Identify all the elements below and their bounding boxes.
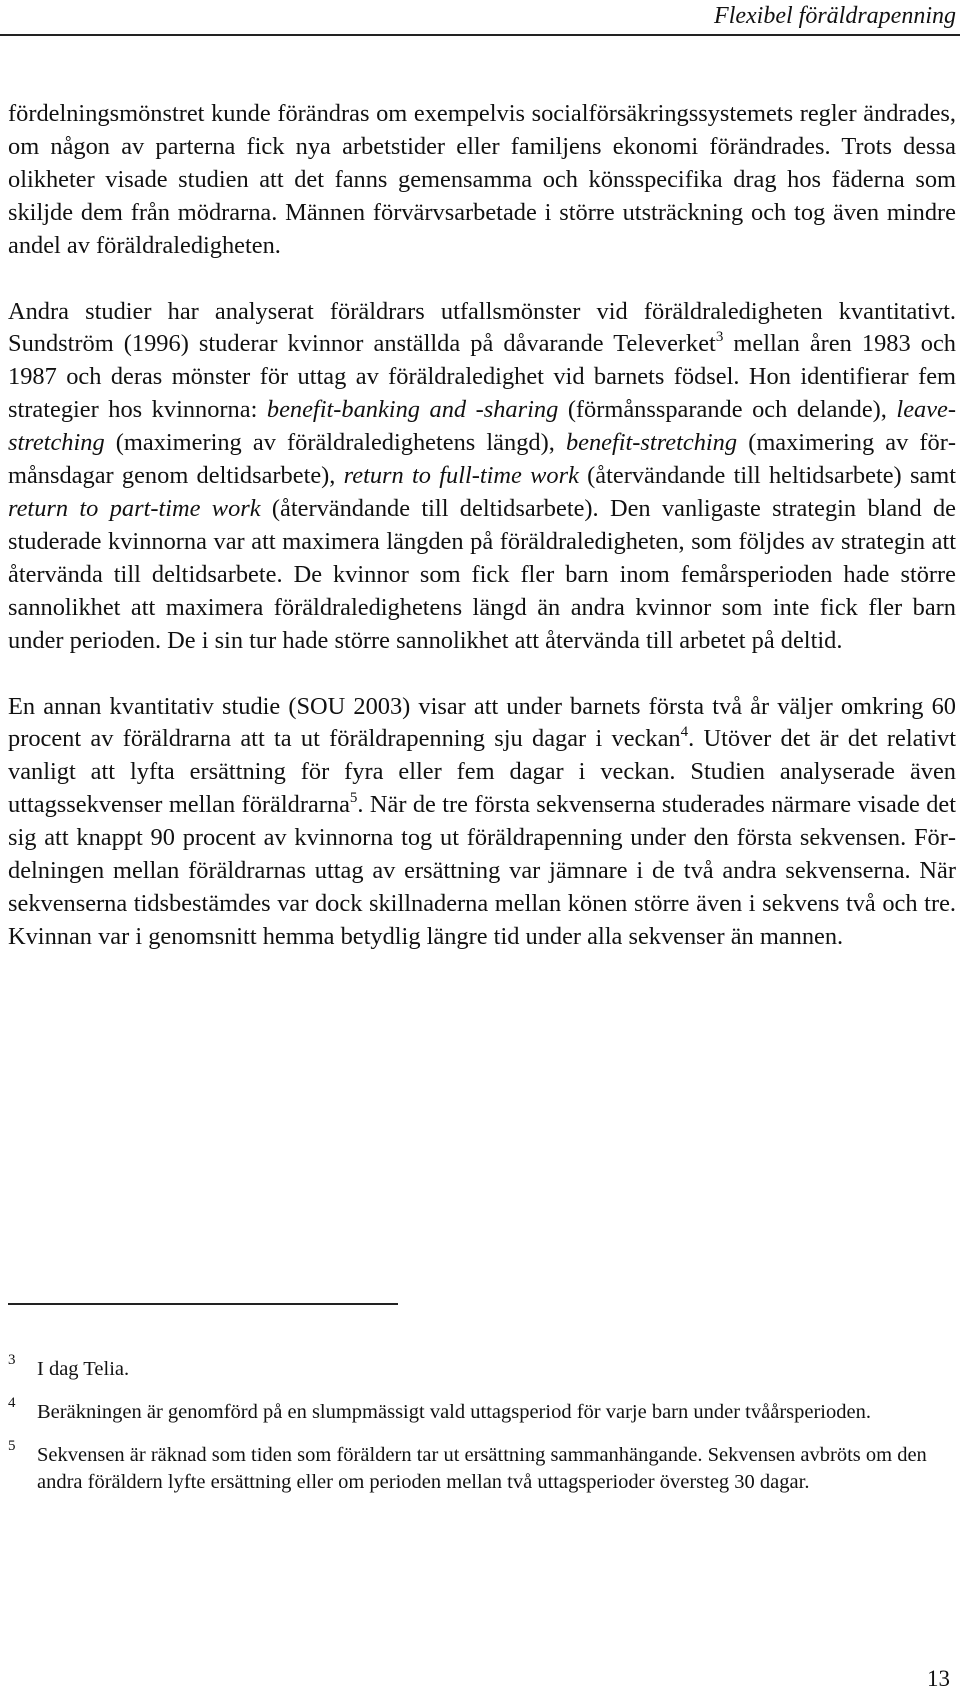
paragraph-2-text-3: (förmånssparande och delande), (558, 396, 897, 424)
paragraph-3-text-1: En annan kvantitativ studie (SOU 2003) visar att under barnets första två år väljer omkring 60 procent av föräldrarna att ta ut föräldrapenning sju dagar i veckan (8, 692, 956, 753)
paragraph-2-text-1: Andra studier har analyserat föräldrars utfallsmönster vid föräldraledigheten kvantitativt. Sundström (1996) studerar kvinnor anställda på dåvarande Televerket (8, 297, 956, 358)
footnotes (8, 1352, 948, 1512)
footnote-4 (8, 1395, 948, 1426)
footnote-ref-3: 3 (715, 329, 724, 346)
footnote-mark: 5 (8, 1438, 16, 1454)
paragraph-2-text-7: (återvändande till deltidsarbete). Den vanligaste strategin bland de studerade kvinnorna var att maximera längden på föräldraledigheten, som följdes av strategin att återvända till deltidsarbete. De kvinnor som fick fler barn inom femårsperioden hade större sannolikhet att maximera föräldraledighetens längd än andra kvinnor som inte fick fler barn under perioden. De i sin tur hade större sannolikhet att återvända till arbetet på deltid. (8, 494, 956, 654)
running-header: Flexibel föräldrapenning (714, 3, 956, 29)
paragraph-3-text-3: . När de tre första sekvenserna studerades närmare visade det sig att knappt 90 procent av kvinnorna tog ut föräldrapenning under den första sekvensen. Fördelningen mellan föräldrarnas uttag av ersättning var jämnare i de två andra sekvenserna. När sekvenserna tidsbestämdes var dock skillnaderna mellan könen större även i sekvens två och tre. Kvinnan var i genomsnitt hemma betydlig längre tid under alla sekvenser än mannen. (8, 791, 957, 950)
paragraph-2-text-6: (återvändande till heltidsarbete) samt (578, 462, 957, 490)
paragraph-2-text-5: (maximering av förmånsdagar genom deltidsarbete), (8, 429, 957, 490)
paragraph-3-text-2: . Utöver det är det relativt vanligt att lyfta ersättning för fyra eller fem dagar i veckan. Studien analyserade även uttagssekvenser mellan föräldrarna (8, 725, 956, 819)
header-rule (0, 34, 960, 36)
footnote-separator (8, 1303, 398, 1305)
paragraph-1: fördelningsmönstret kunde förändras om exempelvis socialförsäkringssystemets regler ändrades, om någon av parterna fick nya arbetstider eller familjens ekonomi förändrades. Trots dessa olikheter visade studien att det fanns gemensamma och könsspecifika drag hos fäderna som skiljde dem från mödrarna. Männen förvärvsarbetade i större utsträckning och tog även mindre andel av föräldraledigheten. (8, 100, 956, 259)
footnote-ref-4: 4 (680, 724, 689, 741)
footnote-text: Beräkningen är genomförd på en slumpmässigt vald uttagsperiod för varje barn under tvåårsperioden. (37, 1401, 871, 1423)
paragraph-3 (8, 691, 956, 954)
footnote-5 (8, 1438, 948, 1496)
page-number: 13 (927, 1666, 950, 1691)
term-return-full-time: return to full-time work (343, 462, 579, 490)
footnote-mark: 4 (8, 1395, 16, 1411)
paragraph-2-text-2: mellan åren 1983 och 1987 och deras mönster för uttag av föräldraledighet vid barnets födsel. Hon identifierar fem strategier hos kvinnorna: (8, 330, 956, 424)
footnote-3 (8, 1352, 948, 1383)
paragraph-2-text-4: (maximering av föräldraledighetens längd), (104, 429, 566, 457)
footnote-text: I dag Telia. (37, 1358, 130, 1380)
footnote-ref-5: 5 (349, 790, 358, 807)
term-benefit-stretching: benefit-stretching (565, 429, 738, 457)
body-text (8, 98, 956, 954)
footnote-text: Sekvensen är räknad som tiden som föräldern tar ut ersättning sammanhängande. Sekvensen avbröts om den andra föräldern lyfte ersättning eller om perioden mellan två uttagsperioder översteg 30 dagar. (37, 1444, 927, 1493)
term-leave-stretching: leave-stretching (8, 396, 956, 457)
term-benefit-banking: benefit-banking and -sharing (266, 396, 559, 424)
paragraph-2 (8, 296, 956, 658)
footnote-mark: 3 (8, 1352, 16, 1368)
term-return-part-time: return to part-time work (8, 494, 261, 522)
